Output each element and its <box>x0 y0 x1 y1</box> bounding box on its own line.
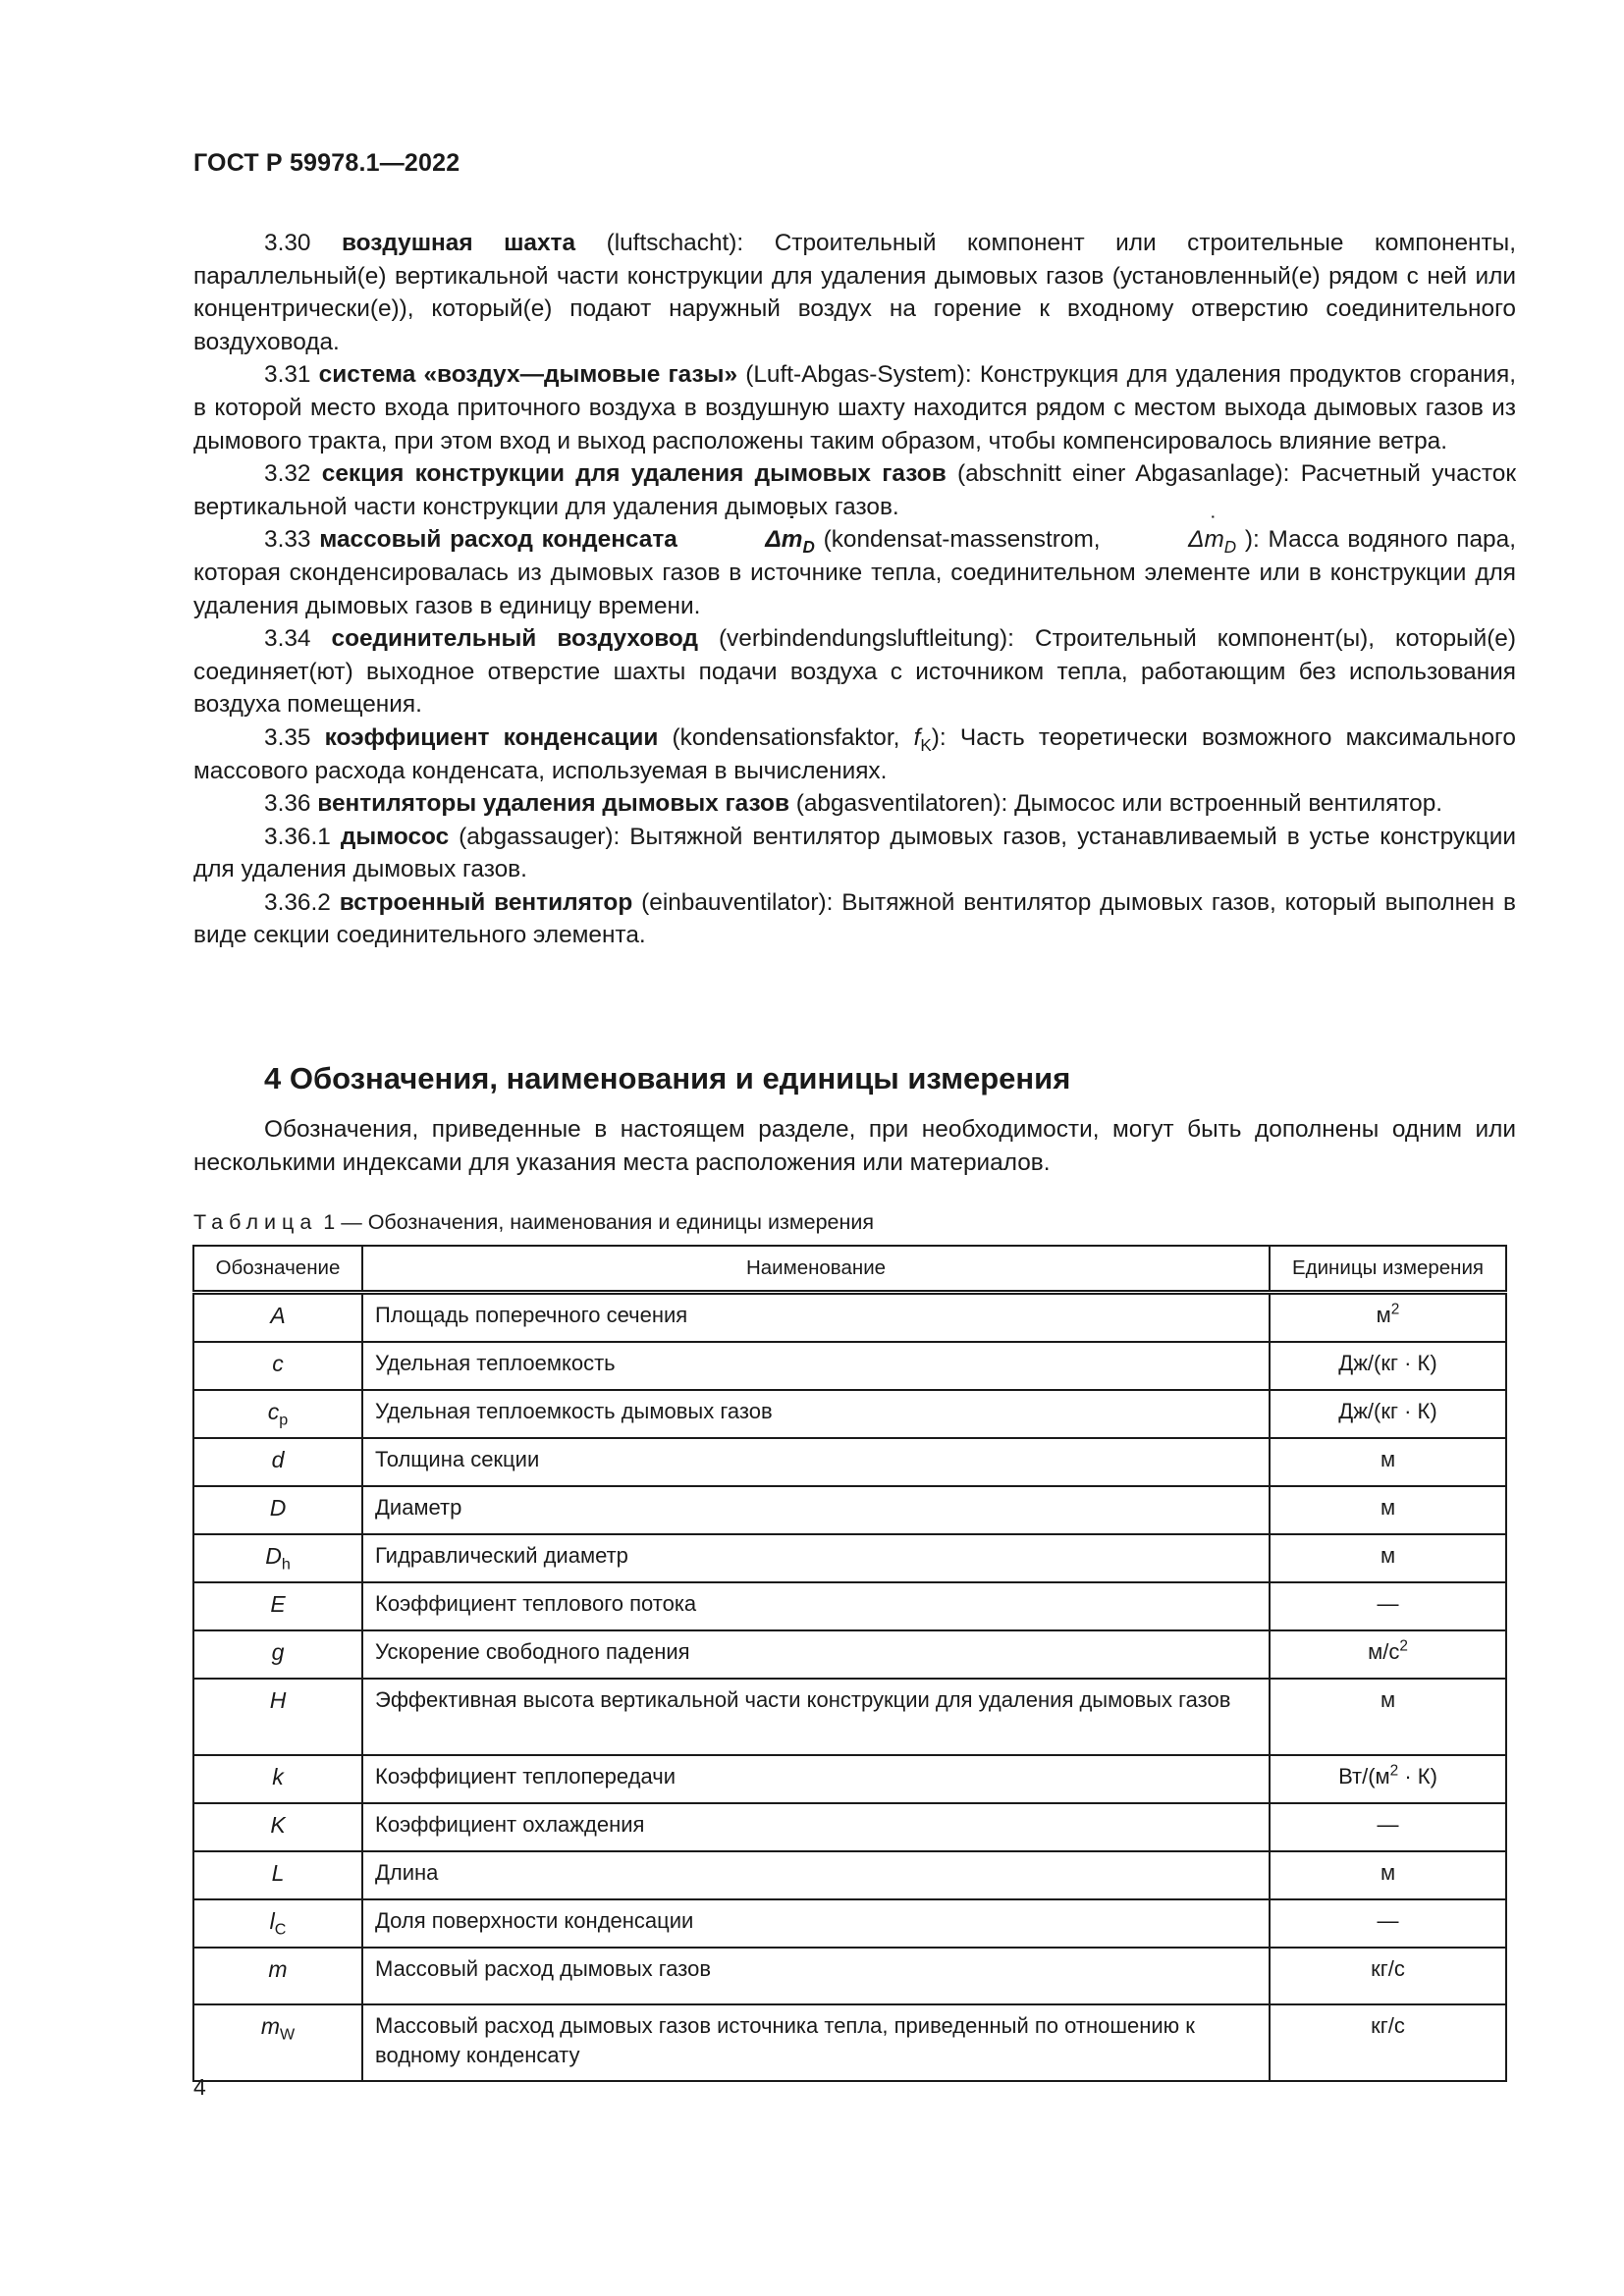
term-3-34: 3.34 соединительный воздуховод (verbindendungsluftleitung): Строительный компонент(ы), который(е) соединяет(ют) выходное отверстие шахты подачи воздуха с источником тепла, работающим без использования воздуха помещения. <box>193 625 1516 719</box>
term-title: дымосос <box>340 823 450 850</box>
symbols-table <box>192 1245 1507 2082</box>
term-title: воздушная шахта <box>342 230 576 256</box>
table-row: c Удельная теплоемкость Дж/(кг · К) <box>193 1342 1506 1390</box>
table-row: D Диаметр м <box>193 1486 1506 1534</box>
table-row: E Коэффициент теплового потока — <box>193 1582 1506 1630</box>
page-number: 4 <box>193 2074 206 2100</box>
table-row: d Толщина секции м <box>193 1438 1506 1486</box>
col-header-name: Наименование <box>362 1246 1270 1293</box>
term-3-33: 3.33 массовый расход конденсата ˙ $\Delta m_D$ (kondensat-massenstrom, ˙ $\Delta m_D$ ): Масса водяного пара, которая сконденсировалась из дымовых газов в источнике тепла, соединительном элементе или в конструкции для удаления дымовых газов в единицу времени. <box>193 523 1516 622</box>
term-title: встроенный вентилятор <box>339 888 633 916</box>
term-3-31: 3.31 система «воздух—дымовые газы» (Luft-Abgas-System): Конструкция для удаления продуктов сгорания, в которой место входа приточного воздуха в воздушную шахту находится рядом с местом выхода дымовых газов из дымового тракта, при этом вход и выход расположены таким образом, чтобы компенсировалось влияние ветра. <box>193 361 1516 454</box>
term-title: секция конструкции для удаления дымовых газов <box>321 460 947 488</box>
table-row: $l_C$ Доля поверхности конденсации — <box>193 1899 1506 1948</box>
table-row: k Коэффициент теплопередачи $Вт/(м^2 \cdot К)$ <box>193 1755 1506 1803</box>
table-row: A Площадь поперечного сечения $м^2$ <box>193 1293 1506 1343</box>
term-title: коэффициент конденсации <box>324 723 659 751</box>
term-title: массовый расход конденсата <box>319 526 677 554</box>
term-3-36: 3.36 вентиляторы удаления дымовых газов (abgasventilatoren): Дымосос или встроенный вентилятор. <box>264 790 1443 818</box>
table-row: ˙ m Массовый расход дымовых газов кг/с <box>193 1948 1506 2004</box>
term-title: вентиляторы удаления дымовых газов <box>317 790 789 818</box>
table-row: ˙ $m_W$ Массовый расход дымовых газов источника тепла, приведенный по отношению к водному конденсату кг/с <box>193 2004 1506 2081</box>
table-caption: Таблица 1 — Обозначения, наименования и единицы измерения <box>193 1210 875 1234</box>
section-4-heading: 4 Обозначения, наименования и единицы измерения <box>264 1061 1071 1095</box>
col-header-symbol: Обозначение <box>193 1246 362 1293</box>
mass-flow-symbol: ˙ Δm <box>694 523 802 557</box>
table-row: $c_p$ Удельная теплоемкость дымовых газов Дж/(кг · К) <box>193 1390 1506 1438</box>
term-3-35: 3.35 коэффициент конденсации (kondensationsfaktor, $f_K$): Часть теоретически возможного максимального массового расхода конденсата, используемая в вычислениях. <box>193 723 1516 784</box>
table-row: L Длина м <box>193 1851 1506 1899</box>
mass-flow-symbol-alt: ˙ Δm <box>1117 523 1224 557</box>
table-row: $D_h$ Гидравлический диаметр м <box>193 1534 1506 1582</box>
term-title: система «воздух—дымовые газы» <box>318 361 738 389</box>
table-row: K Коэффициент охлаждения — <box>193 1803 1506 1851</box>
document-id-header: ГОСТ Р 59978.1—2022 <box>193 149 460 177</box>
term-3-36-2: 3.36.2 встроенный вентилятор (einbauventilator): Вытяжной вентилятор дымовых газов, который выполнен в виде секции соединительного элемента. <box>193 888 1516 949</box>
term-3-36-1: 3.36.1 дымосос (abgassauger): Вытяжной вентилятор дымовых газов, устанавливаемый в устье конструкции для удаления дымовых газов. <box>193 823 1516 883</box>
term-3-30: 3.30 воздушная шахта (luftschacht): Строительный компонент или строительные компоненты, параллельный(е) вертикальной части конструкции для удаления дымовых газов (установленный(е) рядом с ней или концентрически(е)), который(е) подают наружный воздух на горение к входному отверстию соединительного воздуховода. <box>193 230 1516 355</box>
section-4-intro: Обозначения, приведенные в настоящем разделе, при необходимости, могут быть дополнены одним или несколькими индексами для указания места расположения или материалов. <box>193 1116 1516 1176</box>
term-title: соединительный воздуховод <box>331 625 698 653</box>
terms-definitions <box>193 227 1516 952</box>
table-header-row <box>193 1246 1506 1293</box>
table-row: g Ускорение свободного падения $м/с^2$ <box>193 1630 1506 1679</box>
table-row: H Эффективная высота вертикальной части конструкции для удаления дымовых газов м <box>193 1679 1506 1755</box>
term-3-32: 3.32 секция конструкции для удаления дымовых газов (abschnitt einer Abgasanlage): Расчетный участок вертикальной части конструкции для удаления дымовых газов. <box>193 460 1516 520</box>
col-header-unit: Единицы измерения <box>1270 1246 1506 1293</box>
